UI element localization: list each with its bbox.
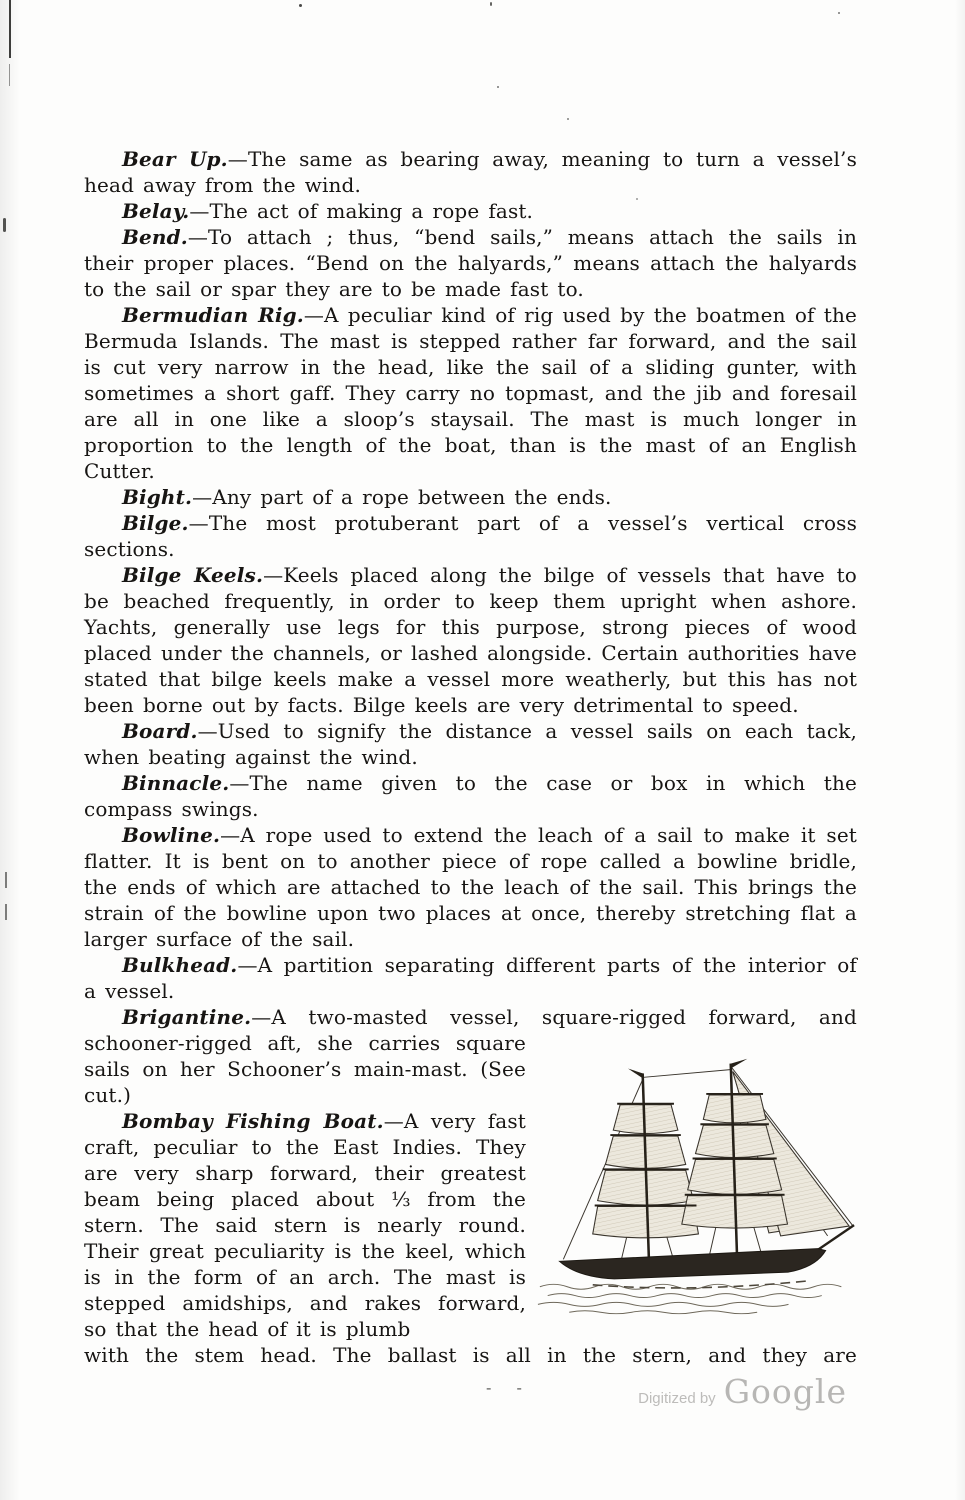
entry-definition: —The most protuberant part of a vessel’s vertical cross sections. bbox=[84, 511, 857, 561]
entry-definition: —To attach ; thus, “bend sails,” means attach the sails in their proper places. “Bend on the halyards,” means attach the halyards to the sail or spar they are to be made fast to. bbox=[84, 225, 857, 301]
entry-term: Bight. bbox=[122, 485, 193, 509]
entry-term: Brigantine. bbox=[122, 1005, 252, 1029]
entry-definition: —The same as bearing away, meaning to turn a vessel’s head away from the wind. bbox=[84, 147, 857, 197]
scan-artifact bbox=[9, 0, 11, 58]
entry-term: Bear Up. bbox=[122, 147, 228, 171]
entry-bend bbox=[84, 224, 857, 302]
entry-term: Bend. bbox=[122, 225, 188, 249]
text-and-figure-section bbox=[84, 1030, 857, 1342]
entry-term: Bombay Fishing Boat. bbox=[122, 1109, 384, 1133]
entry-term: Bulkhead. bbox=[122, 953, 238, 977]
scan-artifact bbox=[9, 64, 10, 86]
entry-definition: schooner-rigged aft, she carries square sails on her Schooner’s main-mast. (See cut.) bbox=[84, 1031, 526, 1107]
page-text-block bbox=[84, 146, 857, 1368]
entry-term: Bowline. bbox=[122, 823, 221, 847]
entry-definition: —A partition separating different parts of the interior of a vessel. bbox=[84, 953, 857, 1003]
entry-brigantine-continuation bbox=[84, 1030, 526, 1108]
entry-term: Bermudian Rig. bbox=[122, 303, 304, 327]
digitized-by-label: Digitized by bbox=[638, 1390, 716, 1407]
bombay-final-line: with the stem head. The ballast is all in the stern, and they are bbox=[84, 1343, 857, 1367]
entry-definition: —A rope used to extend the leach of a sail to make it set flatter. It is bent on to another piece of rope called a bowline bridle, the ends of which are attached to the leach of the sail. This brings the strain of the bowline upon two places at once, thereby stretching flat a larger surface of the sail. bbox=[84, 823, 857, 951]
entry-board bbox=[84, 718, 857, 770]
entry-term: Binnacle. bbox=[122, 771, 230, 795]
entry-bulkhead bbox=[84, 952, 857, 1004]
scan-speck bbox=[490, 2, 492, 6]
wrapped-text-column bbox=[84, 1030, 526, 1342]
scan-artifact bbox=[5, 904, 7, 920]
entry-bombay-fishing-boat bbox=[84, 1108, 526, 1342]
brigantine-illustration bbox=[534, 1030, 857, 1323]
entry-bight bbox=[84, 484, 857, 510]
entry-term: Bilge Keels. bbox=[122, 563, 264, 587]
sailing-ship-engraving bbox=[534, 1044, 857, 1323]
scan-speck bbox=[497, 86, 499, 88]
entry-definition: —A two-masted vessel, square-rigged forward, and bbox=[251, 1005, 857, 1029]
scan-artifact bbox=[5, 872, 7, 888]
entry-bilge bbox=[84, 510, 857, 562]
entry-bilge-keels bbox=[84, 562, 857, 718]
google-digitization-footer bbox=[638, 1372, 847, 1411]
entry-belay bbox=[84, 198, 857, 224]
entry-bowline bbox=[84, 822, 857, 952]
entry-binnacle bbox=[84, 770, 857, 822]
entry-term: Belay. bbox=[122, 199, 190, 223]
scan-speck bbox=[299, 4, 302, 7]
entry-term: Bilge. bbox=[122, 511, 189, 535]
entry-term: Board. bbox=[122, 719, 198, 743]
entry-brigantine-first-line bbox=[84, 1004, 857, 1030]
entry-bermudian-rig bbox=[84, 302, 857, 484]
entry-definition: —Used to signify the distance a vessel sails on each tack, when beating against the wind. bbox=[84, 719, 857, 769]
scan-artifact bbox=[3, 218, 6, 232]
pencil-marks: - - bbox=[486, 1378, 532, 1397]
scan-speck bbox=[838, 12, 840, 14]
entry-definition: —A peculiar kind of rig used by the boatmen of the Bermuda Islands. The mast is stepped rather far forward, and the sail is cut very narrow in the head, like the sail of a sliding gunter, with sometimes a short gaff. They carry no topmast, and the jib and foresail are all in one like a sloop’s staysail. The mast is much longer in proportion to the length of the boat, than is the mast of an English Cutter. bbox=[84, 303, 857, 483]
entry-definition: —The act of making a rope fast. bbox=[189, 199, 534, 223]
entry-definition: —The name given to the case or box in which the compass swings. bbox=[84, 771, 857, 821]
google-watermark: Google bbox=[723, 1372, 847, 1411]
scan-speck bbox=[567, 118, 569, 120]
entry-definition: —A very fast craft, peculiar to the East Indies. They are very sharp forward, their greatest beam being placed about ⅓ from the stern. The said stern is nearly round. Their great peculiarity is the keel, which is in the form of an arch. The mast is stepped amidships, and rakes forward, so that the head of it is plumb bbox=[84, 1109, 526, 1341]
entry-bear-up bbox=[84, 146, 857, 198]
entry-definition: —Keels placed along the bilge of vessels that have to be beached frequently, in order to keep them upright when ashore. Yachts, generally use legs for this purpose, strong pieces of wood placed under the channels, or lashed alongside. Certain authorities have stated that bilge keels make a vessel more weatherly, but this has not been borne out by facts. Bilge keels are very detrimental to speed. bbox=[84, 563, 857, 717]
entry-definition: —Any part of a rope between the ends. bbox=[192, 485, 612, 509]
